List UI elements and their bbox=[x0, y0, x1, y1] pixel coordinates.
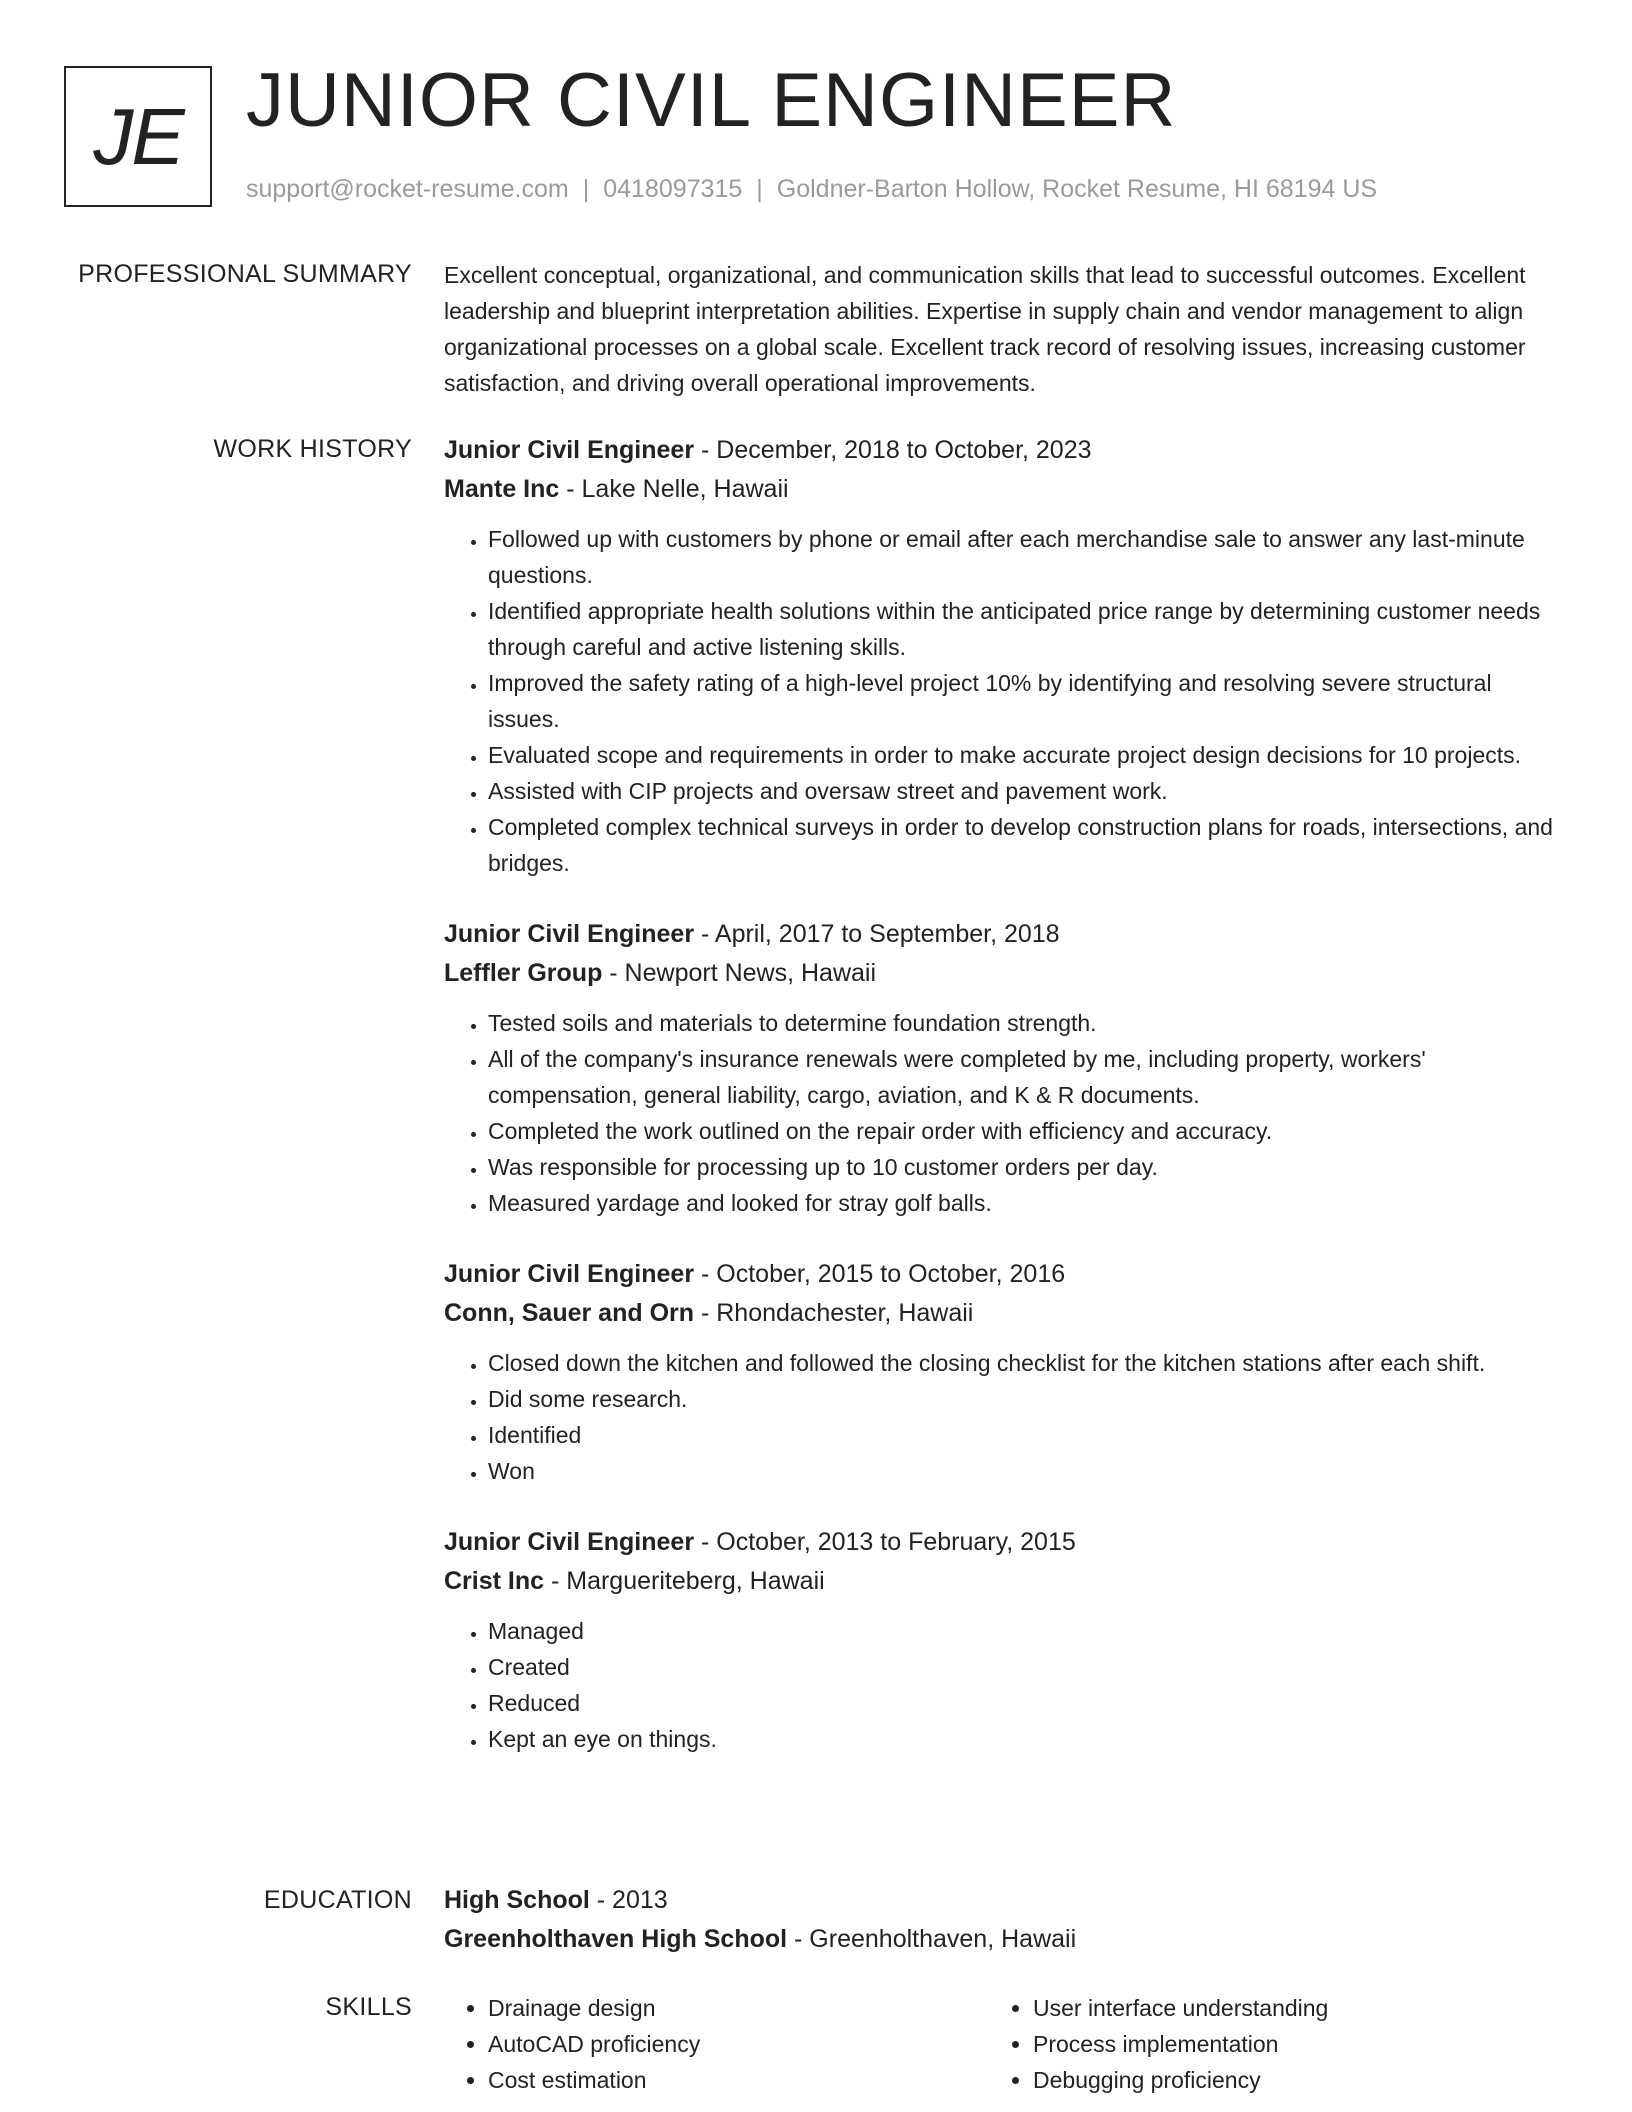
job-bullet: • Closed down the kitchen and followed the closing checklist for the kitchen stations after each shift. bbox=[488, 1345, 1569, 1381]
job-bullet: • Managed bbox=[488, 1613, 1569, 1649]
section-label-summary: PROFESSIONAL SUMMARY bbox=[78, 260, 412, 288]
work-history-body bbox=[444, 431, 1569, 1791]
job-bullet: • Created bbox=[488, 1649, 1569, 1685]
job-bullet: • Completed the work outlined on the repair order with efficiency and accuracy. bbox=[488, 1113, 1569, 1149]
job-title-line bbox=[444, 431, 1569, 470]
skill-item: • AutoCAD proficiency bbox=[488, 2026, 989, 2062]
education-school-line bbox=[444, 1920, 1569, 1959]
job-bullets bbox=[444, 521, 1569, 881]
skill-item: • Process implementation bbox=[1033, 2026, 1534, 2062]
education-year: - 2013 bbox=[589, 1886, 668, 1914]
job-bullets bbox=[444, 1345, 1569, 1489]
job-bullet: • Evaluated scope and requirements in order to make accurate project design decisions for 10 projects. bbox=[488, 737, 1569, 773]
job-bullets bbox=[444, 1005, 1569, 1221]
section-label-work-history: WORK HISTORY bbox=[213, 435, 412, 463]
job-bullet: • Completed complex technical surveys in order to develop construction plans for roads, intersections, and bridges. bbox=[488, 809, 1569, 881]
education-location: - Greenholthaven, Hawaii bbox=[787, 1925, 1077, 1953]
contact-address: Goldner-Barton Hollow, Rocket Resume, HI 68194 US bbox=[776, 175, 1378, 203]
job-bullet: • Tested soils and materials to determine foundation strength. bbox=[488, 1005, 1569, 1041]
education-school: Greenholthaven High School bbox=[444, 1925, 788, 1953]
summary-body bbox=[444, 257, 1569, 401]
skills-column-right bbox=[989, 1990, 1534, 2098]
job-company: Crist Inc bbox=[444, 1567, 545, 1595]
job-location: - Rhondachester, Hawaii bbox=[694, 1299, 974, 1327]
job-bullet: • All of the company's insurance renewals were completed by me, including property, workers' compensation, general liability, cargo, aviation, and K & R documents. bbox=[488, 1041, 1569, 1113]
monogram-logo: JE bbox=[64, 66, 212, 207]
job-title: Junior Civil Engineer bbox=[444, 436, 695, 464]
job-location: - Margueriteberg, Hawaii bbox=[544, 1567, 825, 1595]
skill-item: • Drainage design bbox=[488, 1990, 989, 2026]
job-dates: - December, 2018 to October, 2023 bbox=[694, 436, 1092, 464]
job-company-line bbox=[444, 1562, 1569, 1601]
education-degree: High School bbox=[444, 1886, 590, 1914]
job-bullet: • Was responsible for processing up to 10 customer orders per day. bbox=[488, 1149, 1569, 1185]
job-title: Junior Civil Engineer bbox=[444, 920, 695, 948]
job-bullet: • Followed up with customers by phone or email after each merchandise sale to answer any last-minute questions. bbox=[488, 521, 1569, 593]
job-bullet: • Identified bbox=[488, 1417, 1569, 1453]
resume-title: JUNIOR CIVIL ENGINEER bbox=[246, 58, 1177, 143]
job-company: Leffler Group bbox=[444, 959, 603, 987]
job-company: Mante Inc bbox=[444, 475, 560, 503]
job-bullet: • Improved the safety rating of a high-level project 10% by identifying and resolving severe structural issues. bbox=[488, 665, 1569, 737]
job-company-line bbox=[444, 1294, 1569, 1333]
job-entry bbox=[444, 915, 1569, 1221]
job-company: Conn, Sauer and Orn bbox=[444, 1299, 695, 1327]
job-dates: - October, 2015 to October, 2016 bbox=[694, 1260, 1066, 1288]
skills-column-left bbox=[444, 1990, 989, 2098]
job-bullet: • Identified appropriate health solutions within the anticipated price range by determining customer needs through careful and active listening skills. bbox=[488, 593, 1569, 665]
job-title: Junior Civil Engineer bbox=[444, 1260, 695, 1288]
job-bullet: • Reduced bbox=[488, 1685, 1569, 1721]
job-bullet: • Kept an eye on things. bbox=[488, 1721, 1569, 1757]
job-company-line bbox=[444, 954, 1569, 993]
education-degree-line bbox=[444, 1881, 1569, 1920]
contact-line bbox=[246, 172, 1377, 206]
job-location: - Newport News, Hawaii bbox=[602, 959, 877, 987]
contact-phone[interactable]: 0418097315 bbox=[603, 175, 743, 203]
skill-item: • Debugging proficiency bbox=[1033, 2062, 1534, 2098]
job-dates: - October, 2013 to February, 2015 bbox=[694, 1528, 1076, 1556]
skills-body bbox=[444, 1990, 1569, 2098]
section-label-education: EDUCATION bbox=[263, 1886, 412, 1914]
job-title: Junior Civil Engineer bbox=[444, 1528, 695, 1556]
job-entry bbox=[444, 431, 1569, 881]
job-location: - Lake Nelle, Hawaii bbox=[559, 475, 789, 503]
job-bullet: • Assisted with CIP projects and oversaw street and pavement work. bbox=[488, 773, 1569, 809]
job-bullet: • Did some research. bbox=[488, 1381, 1569, 1417]
section-label-skills: SKILLS bbox=[325, 1993, 412, 2021]
skill-item: • User interface understanding bbox=[1033, 1990, 1534, 2026]
job-company-line bbox=[444, 470, 1569, 509]
job-title-line bbox=[444, 915, 1569, 954]
summary-text: Excellent conceptual, organizational, and communication skills that lead to successful outcomes. Excellent leadership and blueprint interpretation abilities. Expertise in supply chain and vendor management to align organizational processes on a global scale. Excellent track record of resolving issues, increasing customer satisfaction, and driving overall operational improvements. bbox=[444, 262, 1526, 396]
job-title-line bbox=[444, 1523, 1569, 1562]
job-title-line bbox=[444, 1255, 1569, 1294]
job-bullets bbox=[444, 1613, 1569, 1757]
job-dates: - April, 2017 to September, 2018 bbox=[694, 920, 1060, 948]
contact-separator: | bbox=[582, 175, 590, 203]
skill-item: • Cost estimation bbox=[488, 2062, 989, 2098]
job-entry bbox=[444, 1255, 1569, 1489]
contact-separator: | bbox=[756, 175, 763, 203]
job-bullet: • Won bbox=[488, 1453, 1569, 1489]
job-entry bbox=[444, 1523, 1569, 1757]
job-bullet: • Measured yardage and looked for stray golf balls. bbox=[488, 1185, 1569, 1221]
education-body bbox=[444, 1881, 1569, 1959]
contact-email[interactable]: support@rocket-resume.com bbox=[246, 175, 569, 203]
